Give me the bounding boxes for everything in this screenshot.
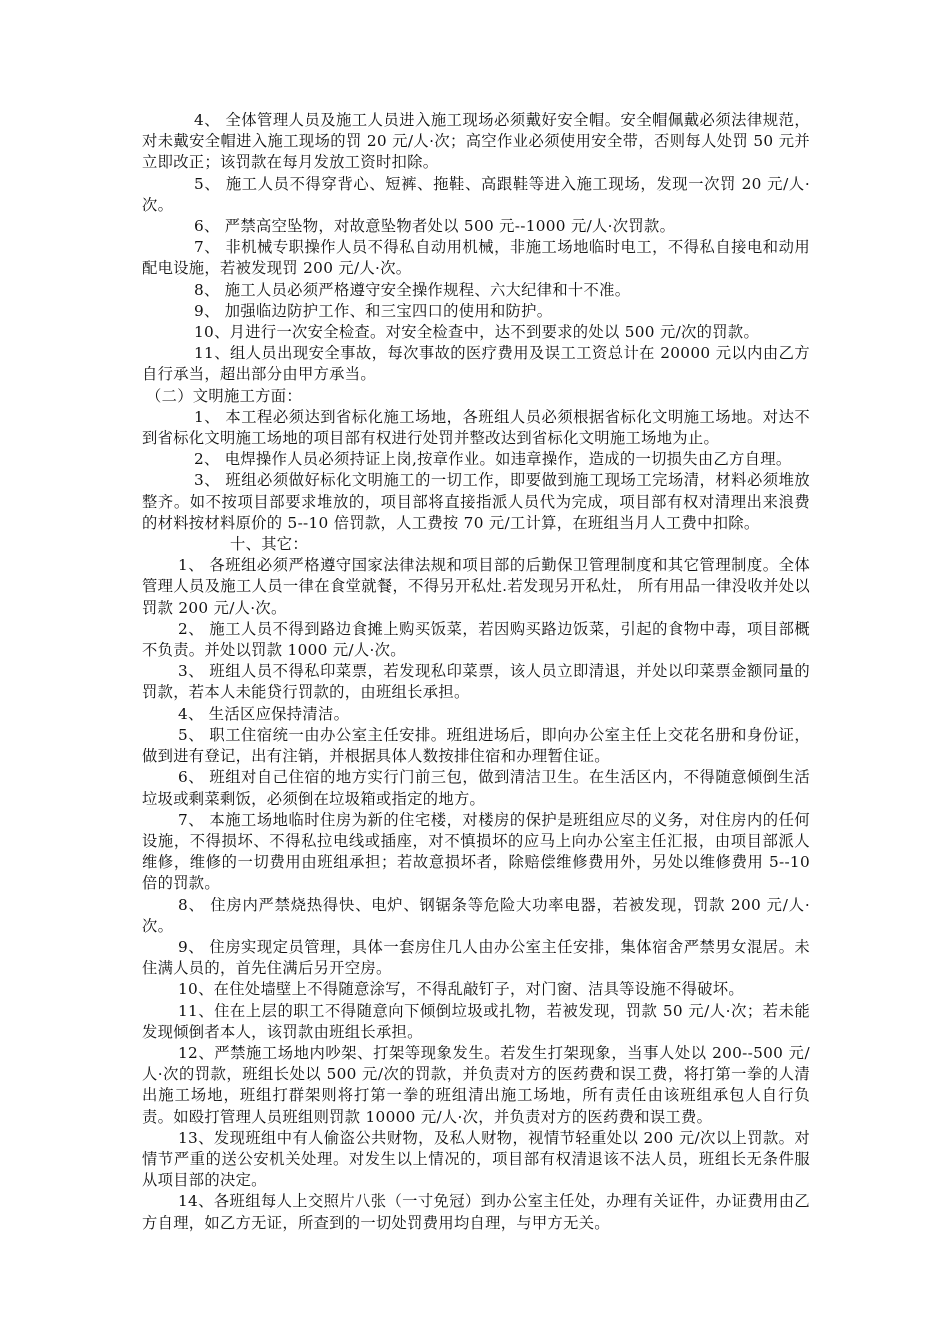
safety-item-6: 6、 严禁高空坠物，对故意坠物者处以 500 元--1000 元/人·次罚款。 (194, 217, 676, 236)
safety-item-9: 9、 加强临边防护工作、和三宝四口的使用和防护。 (194, 301, 553, 320)
other-item-4: 4、 生活区应保持清洁。 (178, 704, 350, 723)
other-item-6: 6、 班组对自己住宿的地方实行门前三包，做到清洁卫生。在生活区内，不得随意倾倒生活垃圾或剩菜剩饭，必须倒在垃圾箱或指定的地方。 (142, 768, 810, 808)
civil-item-2: 2、 电焊操作人员必须持证上岗,按章作业。如违章操作，造成的一切损失由乙方自理。 (194, 450, 792, 469)
civil-item-1: 1、 本工程必须达到省标化施工场地，各班组人员必须根据省标化文明施工场地。对达不到省标化文明施工场地的项目部有权进行处罚并整改达到省标化文明施工场地为止。 (142, 407, 810, 448)
other-item-1: 1、 各班组必须严格遵守国家法律法规和项目部的后勤保卫管理制度和其它管理制度。全体管理人员及施工人员一律在食堂就餐，不得另开私灶.若发现另开私灶， 所有用品一律没收并处以罚款 200 元/人·次。 (142, 556, 810, 617)
safety-item-8: 8、 施工人员必须严格遵守安全操作规程、六大纪律和十不准。 (194, 280, 631, 299)
other-item-11: 11、住在上层的职工不得随意向下倾倒垃圾或扎物，若被发现，罚款 50 元/人·次；若未能发现倾倒者本人，该罚款由班组长承担。 (142, 1001, 810, 1041)
safety-item-7: 7、 非机械专职操作人员不得私自动用机械，非施工场地临时电工，不得私自接电和动用配电设施，若被发现罚 200 元/人·次。 (142, 238, 810, 278)
other-item-9: 9、 住房实现定员管理，具体一套房住几人由办公室主任安排，集体宿舍严禁男女混居。未住满人员的，首先住满后另开空房。 (142, 937, 810, 978)
other-item-13: 13、发现班组中有人偷盗公共财物，及私人财物，视情节轻重处以 200 元/次以上罚款。对情节严重的送公安机关处理。对发生以上情况的，项目部有权清退该不法人员，班组长无条件服从项目部的决定。 (142, 1128, 810, 1190)
other-item-3: 3、 班组人员不得私印菜票，若发现私印菜票，该人员立即清退，并处以印菜票金额同量的罚款，若本人未能贷行罚款的，由班组长承担。 (142, 662, 810, 702)
other-item-8: 8、 住房内严禁烧热得快、电炉、钢锯条等危险大功率电器，若被发现，罚款 200 元/人·次。 (142, 895, 810, 935)
other-item-7: 7、 本施工场地临时住房为新的住宅楼，对楼房的保护是班组应尽的义务，对住房内的任何设施，不得损坏、不得私拉电线或插座，对不慎损坏的应马上向办公室主任汇报，由项目部派人维修，维修的一切费用由班组承担；若故意损坏者，除赔偿维修费用外，另处以维修费用 5--10 倍的罚款。 (142, 810, 810, 893)
other-item-14: 14、各班组每人上交照片八张（一寸免冠）到办公室主任处，办理有关证件，办证费用由乙方自理，如乙方无证，所查到的一切处罚费用均自理，与甲方无关。 (142, 1192, 810, 1232)
safety-item-5: 5、 施工人员不得穿背心、短裤、拖鞋、高跟鞋等进入施工现场，发现一次罚 20 元/人·次。 (142, 174, 810, 214)
safety-item-10: 10、月进行一次安全检查。对安全检查中，达不到要求的处以 500 元/次的罚款。 (194, 323, 760, 342)
safety-item-11: 11、组人员出现安全事故，每次事故的医疗费用及误工工资总计在 20000 元以内由乙方自行承当，超出部分由甲方承当。 (142, 344, 810, 384)
other-item-2: 2、 施工人员不得到路边食摊上购买饭菜，若因购买路边饭菜，引起的食物中毒，项目部概不负责。并处以罚款 1000 元/人·次。 (142, 619, 810, 660)
other-section-heading: 十、其它： (230, 535, 308, 554)
civil-section-heading: （二）文明施工方面： (146, 386, 302, 405)
civil-item-3: 3、 班组必须做好标化文明施工的一切工作，即要做到施工现场工完场清，材料必须堆放整齐。如不按项目部要求堆放的，项目部将直接指派人员代为完成，项目部有权对清理出来浪费的材料按材料原价的 5--10 倍罚款，人工费按 70 元/工计算，在班组当月人工费中扣除。 (142, 471, 810, 532)
other-item-10: 10、在住处墙壁上不得随意涂写，不得乱敲钉子，对门窗、洁具等设施不得破坏。 (178, 980, 744, 999)
other-item-5: 5、 职工住宿统一由办公室主任安排。班组进场后，即向办公室主任上交花名册和身份证，做到进有登记，出有注销，并根据具体人数按排住宿和办理暂住证。 (142, 725, 810, 766)
safety-item-4: 4、 全体管理人员及施工人员进入施工现场必须戴好安全帽。安全帽佩戴必须法律规范，对未戴安全帽进入施工现场的罚 20 元/人·次；高空作业必须使用安全带，否则每人处罚 50 元并立即改正；该罚款在每月发放工资时扣除。 (142, 111, 810, 172)
other-item-12: 12、严禁施工场地内吵架、打架等现象发生。若发生打架现象，当事人处以 200--500 元/人·次的罚款，班组长处以 500 元/次的罚款，并负责对方的医药费和误工费，将打第一拳的人清出施工场地，班组打群架则将打第一拳的班组清出施工场地，所有责任由该班组承包人自行负责。如殴打管理人员班组则罚款 10000 元/人·次，并负责对方的医药费和误工费。 (142, 1043, 810, 1126)
